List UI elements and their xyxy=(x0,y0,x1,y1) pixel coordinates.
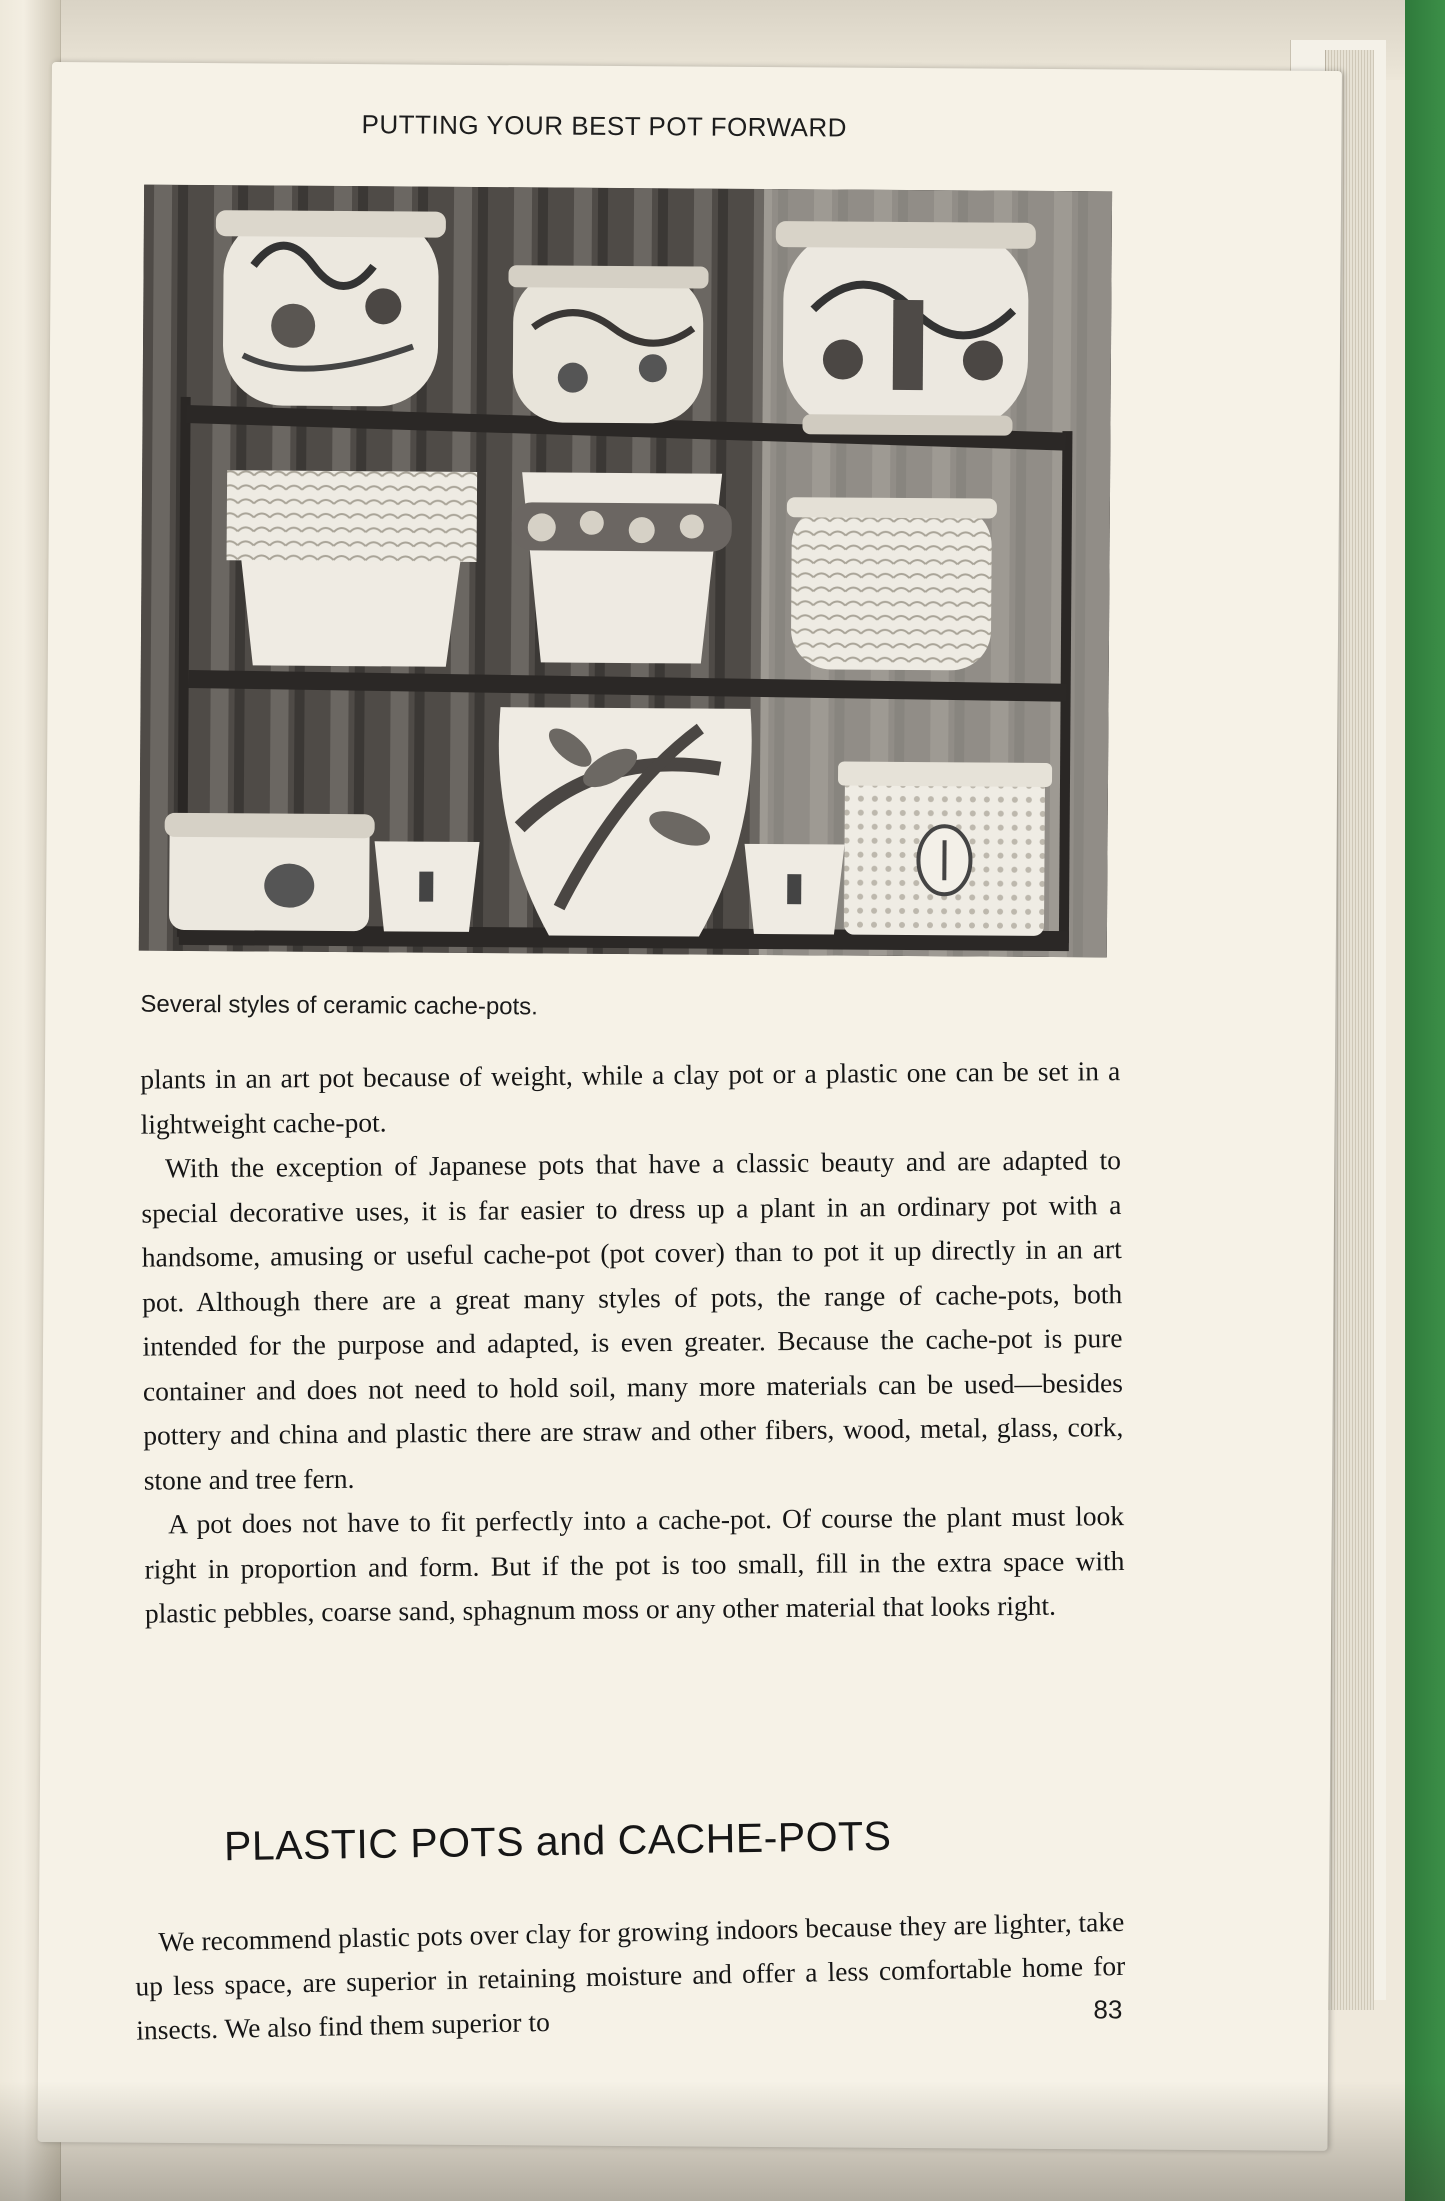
bottom-shadow xyxy=(0,2081,1445,2201)
pot-top-right xyxy=(774,221,1035,436)
book-page xyxy=(37,62,1341,2151)
pot-middle-right xyxy=(786,497,997,670)
pot-top-left xyxy=(215,210,446,407)
section-paragraph: We recommend plastic pots over clay for growing indoors because they are lighter, take up less space, are superior in retaining moisture and offer a less comfortable home for insects. We also find them superior to xyxy=(135,1905,1126,2046)
cup-bottom-right xyxy=(744,844,845,935)
body-text xyxy=(140,1049,1125,1636)
pot-middle-center xyxy=(511,472,732,664)
book-cover-edge xyxy=(1405,0,1445,2201)
page-number: 83 xyxy=(1093,1994,1123,2025)
cup-bottom-left xyxy=(374,841,480,932)
pot-bottom-lattice xyxy=(837,762,1052,936)
vase-bottom-center xyxy=(497,707,751,937)
running-head: PUTTING YOUR BEST POT FORWARD xyxy=(361,109,848,143)
paragraph-3: A pot does not have to fit perfectly into a cache-pot. Of course the plant must look right in proportion and form. But if the pot is too small, fill in the extra space with plastic pebbles, coarse sand, sphagnum moss or any other material that looks right. xyxy=(144,1500,1125,1629)
paragraph-2: With the exception of Japanese pots that have a classic beauty and are adapted to special decorative uses, it is far easier to dress up a plant in an ordinary pot with a handsome, amusing or useful cache-pot (pot cover) than to pot it up directly in an art pot. Although there are a great many styles of pots, the range of cache-pots, both intended for the purpose and adapted, is even greater. Because the cache-pot is pure container and does not need to hold soil, many more materials can be used—besides pottery and china and plastic there are straw and other fibers, wood, metal, glass, cork, stone and tree fern. xyxy=(141,1144,1124,1496)
pot-bottom-long xyxy=(164,813,375,931)
paragraph-1: plants in an art pot because of weight, while a clay pot or a plastic one can be set in a lightweight cache-pot. xyxy=(140,1055,1121,1140)
photo-caption: Several styles of ceramic cache-pots. xyxy=(140,990,539,1021)
pot-middle-left xyxy=(226,470,477,667)
cache-pots-photo xyxy=(139,185,1112,958)
cache-pots-illustration xyxy=(139,185,1112,958)
pot-top-middle xyxy=(507,265,708,423)
section-text xyxy=(134,1900,1127,2053)
section-heading: PLASTIC POTS and CACHE-POTS xyxy=(223,1812,892,1870)
